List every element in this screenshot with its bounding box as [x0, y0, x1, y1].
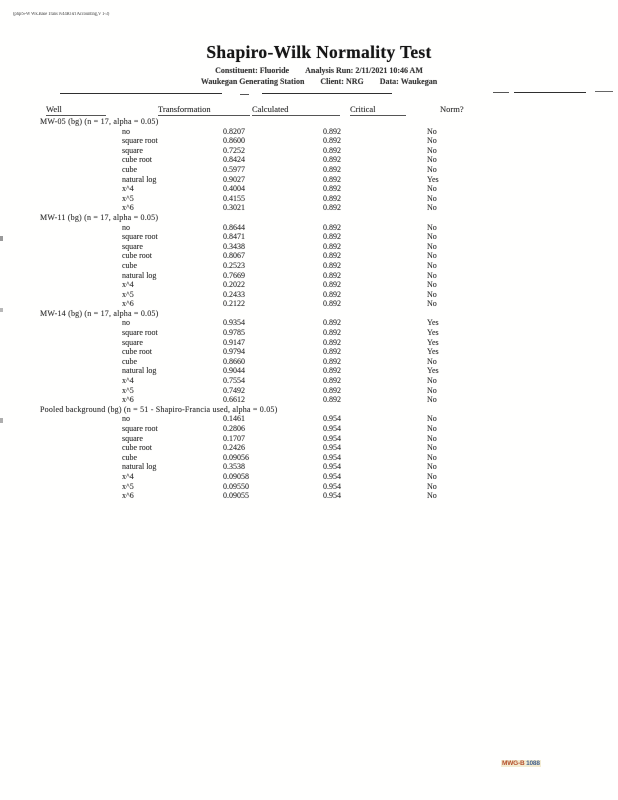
print-header: (php/S-W Wk.Base Trans rv44Rl srl Accounting,V 1-3)	[13, 12, 110, 17]
table-row	[122, 146, 608, 156]
divider-segment	[595, 91, 613, 92]
table-row	[122, 318, 608, 328]
calculated-cell: 0.8471	[223, 232, 245, 242]
critical-cell: 0.954	[323, 462, 341, 472]
norm-cell: Yes	[427, 366, 439, 376]
norm-cell: No	[427, 145, 437, 155]
calculated-cell: 0.09550	[223, 481, 249, 491]
norm-cell: No	[427, 414, 437, 424]
divider-segment	[514, 92, 586, 93]
table-row	[122, 472, 608, 482]
table-row	[122, 194, 608, 204]
critical-cell: 0.892	[323, 164, 341, 174]
critical-cell: 0.892	[323, 232, 341, 242]
well-group-label: Pooled background (bg) (n = 51 - Shapiro-Francia used, alpha = 0.05)	[40, 404, 278, 414]
calculated-cell: 0.9785	[223, 328, 245, 338]
transformation-cell: x^6	[122, 299, 134, 309]
calculated-cell: 0.2806	[223, 424, 245, 433]
critical-cell: 0.892	[323, 241, 341, 251]
norm-cell: No	[427, 280, 437, 290]
transformation-cell: no	[122, 222, 130, 232]
table-row	[122, 261, 608, 271]
table-row	[122, 127, 608, 137]
critical-cell: 0.954	[323, 424, 341, 433]
norm-cell: No	[427, 260, 437, 270]
critical-cell: 0.892	[323, 251, 341, 261]
norm-cell: No	[427, 462, 437, 472]
transformation-cell: natural log	[122, 270, 157, 280]
table-row	[122, 165, 608, 175]
well-group-label: MW-11 (bg) (n = 17, alpha = 0.05)	[40, 212, 159, 222]
norm-cell: Yes	[427, 337, 439, 347]
transformation-cell: natural log	[122, 366, 157, 376]
critical-cell: 0.892	[323, 337, 341, 347]
calculated-cell: 0.9027	[223, 174, 245, 184]
critical-cell: 0.892	[323, 376, 341, 386]
transformation-cell: x^6	[122, 491, 134, 501]
table-row	[122, 462, 608, 472]
client-label: Client: NRG	[320, 77, 364, 86]
scan-artifact	[0, 308, 3, 312]
calculated-cell: 0.09055	[223, 491, 249, 501]
table-row	[122, 223, 608, 233]
transformation-cell: x^6	[122, 395, 134, 405]
transformation-cell: x^5	[122, 481, 134, 491]
table-row	[122, 414, 608, 424]
transformation-cell: square root	[122, 136, 158, 146]
table-row	[122, 434, 608, 444]
table-row	[122, 232, 608, 242]
calculated-cell: 0.2433	[223, 289, 245, 299]
table-row	[122, 376, 608, 386]
calculated-cell: 0.8207	[223, 126, 245, 136]
transformation-cell: cube	[122, 452, 138, 462]
transformation-cell: natural log	[122, 462, 157, 472]
norm-cell: No	[427, 385, 437, 395]
column-header-well: Well	[46, 104, 106, 116]
critical-cell: 0.954	[323, 433, 341, 443]
transformation-cell: cube root	[122, 251, 152, 261]
table-row	[122, 357, 608, 367]
critical-cell: 0.892	[323, 136, 341, 146]
divider-segment	[493, 92, 509, 93]
table-row	[122, 395, 608, 405]
norm-cell: No	[427, 251, 437, 261]
table-row	[122, 299, 608, 309]
critical-cell: 0.892	[323, 193, 341, 203]
norm-cell: No	[427, 299, 437, 309]
norm-cell: No	[427, 395, 437, 405]
scan-artifact	[0, 418, 3, 423]
table-row	[122, 366, 608, 376]
norm-cell: No	[427, 356, 437, 366]
calculated-cell: 0.4155	[223, 193, 245, 203]
calculated-cell: 0.9794	[223, 347, 245, 357]
table-row	[122, 328, 608, 338]
transformation-cell: cube	[122, 164, 138, 174]
station-label: Waukegan Generating Station	[200, 77, 305, 86]
transformation-cell: no	[122, 318, 130, 328]
table-row	[122, 175, 608, 185]
table-row	[122, 482, 608, 492]
norm-cell: No	[427, 232, 437, 242]
calculated-cell: 0.1461	[223, 414, 245, 424]
divider-segment	[262, 93, 392, 94]
scan-artifact	[0, 236, 3, 241]
calculated-cell: 0.8660	[223, 356, 245, 366]
divider-segment	[240, 94, 249, 95]
norm-cell: No	[427, 126, 437, 136]
norm-cell: No	[427, 164, 437, 174]
critical-cell: 0.892	[323, 385, 341, 395]
calculated-cell: 0.2122	[223, 299, 245, 309]
norm-cell: No	[427, 491, 437, 501]
calculated-cell: 0.7492	[223, 385, 245, 395]
transformation-cell: x^4	[122, 184, 134, 194]
table-row	[122, 386, 608, 396]
norm-cell: No	[427, 452, 437, 462]
critical-cell: 0.892	[323, 395, 341, 405]
table-row	[122, 271, 608, 281]
calculated-cell: 0.2426	[223, 443, 245, 453]
norm-cell: No	[427, 481, 437, 491]
critical-cell: 0.954	[323, 491, 341, 501]
norm-cell: No	[427, 270, 437, 280]
calculated-cell: 0.6612	[223, 395, 245, 405]
transformation-cell: square root	[122, 328, 158, 338]
table-header-row	[0, 104, 618, 118]
critical-cell: 0.892	[323, 260, 341, 270]
well-group-label: MW-14 (bg) (n = 17, alpha = 0.05)	[40, 308, 159, 318]
transformation-cell: cube	[122, 356, 138, 366]
transformation-cell: square root	[122, 232, 158, 242]
norm-cell: Yes	[427, 328, 439, 338]
critical-cell: 0.892	[323, 318, 341, 328]
transformation-cell: x^4	[122, 376, 134, 386]
critical-cell: 0.954	[323, 443, 341, 453]
calculated-cell: 0.09056	[223, 452, 249, 462]
critical-cell: 0.892	[323, 299, 341, 309]
transformation-cell: square root	[122, 424, 158, 433]
transformation-cell: x^4	[122, 280, 134, 290]
transformation-cell: cube root	[122, 347, 152, 357]
column-header-transformation: Transformation	[158, 104, 250, 116]
table-row	[122, 491, 608, 501]
norm-cell: No	[427, 193, 437, 203]
norm-cell: No	[427, 289, 437, 299]
calculated-cell: 0.3021	[223, 203, 245, 213]
critical-cell: 0.954	[323, 481, 341, 491]
critical-cell: 0.954	[323, 414, 341, 424]
calculated-cell: 0.5977	[223, 164, 245, 174]
table-row	[122, 136, 608, 146]
table-row	[122, 338, 608, 348]
column-header-calculated: Calculated	[252, 104, 340, 116]
table-row	[122, 280, 608, 290]
critical-cell: 0.892	[323, 289, 341, 299]
norm-cell: No	[427, 222, 437, 232]
bates-stamp-number: 1088	[526, 760, 540, 767]
bates-stamp	[501, 760, 541, 767]
column-header-norm: Norm?	[440, 104, 464, 114]
page-title: Shapiro-Wilk Normality Test	[206, 42, 432, 62]
norm-cell: Yes	[427, 318, 439, 328]
calculated-cell: 0.09058	[223, 471, 249, 481]
constituent-label: Constituent: Fluoride	[215, 66, 290, 75]
norm-cell: No	[427, 471, 437, 481]
transformation-cell: no	[122, 414, 130, 424]
calculated-cell: 0.8067	[223, 251, 245, 261]
transformation-cell: square	[122, 145, 143, 155]
table-row	[122, 251, 608, 261]
well-group-label: MW-05 (bg) (n = 17, alpha = 0.05)	[40, 117, 159, 126]
transformation-cell: x^5	[122, 289, 134, 299]
transformation-cell: x^4	[122, 471, 134, 481]
transformation-cell: natural log	[122, 174, 157, 184]
calculated-cell: 0.2523	[223, 260, 245, 270]
norm-cell: No	[427, 155, 437, 165]
data-set-label: Data: Waukegan	[379, 77, 438, 86]
table-row	[122, 184, 608, 194]
column-header-critical: Critical	[350, 104, 406, 116]
critical-cell: 0.892	[323, 203, 341, 213]
table-row	[122, 203, 608, 213]
critical-cell: 0.892	[323, 184, 341, 194]
subtitle-line-1	[20, 66, 618, 75]
critical-cell: 0.892	[323, 222, 341, 232]
critical-cell: 0.954	[323, 452, 341, 462]
calculated-cell: 0.3438	[223, 241, 245, 251]
norm-cell: No	[427, 203, 437, 213]
critical-cell: 0.954	[323, 471, 341, 481]
table-body	[40, 117, 608, 501]
divider-segment	[60, 93, 222, 94]
critical-cell: 0.892	[323, 174, 341, 184]
analysis-run-label: Analysis Run: 2/11/2021 10:46 AM	[305, 66, 423, 75]
transformation-cell: cube root	[122, 443, 152, 453]
table-row	[122, 443, 608, 453]
transformation-cell: x^5	[122, 193, 134, 203]
norm-cell: No	[427, 433, 437, 443]
calculated-cell: 0.9044	[223, 366, 245, 376]
norm-cell: Yes	[427, 174, 439, 184]
transformation-cell: square	[122, 337, 143, 347]
subtitle-line-2	[20, 77, 618, 86]
calculated-cell: 0.9354	[223, 318, 245, 328]
norm-cell: No	[427, 376, 437, 386]
table-row	[122, 242, 608, 252]
calculated-cell: 0.2022	[223, 280, 245, 290]
critical-cell: 0.892	[323, 155, 341, 165]
critical-cell: 0.892	[323, 145, 341, 155]
critical-cell: 0.892	[323, 328, 341, 338]
calculated-cell: 0.1707	[223, 433, 245, 443]
table-row	[122, 453, 608, 463]
calculated-cell: 0.4004	[223, 184, 245, 194]
table-row	[122, 155, 608, 165]
table-row	[122, 347, 608, 357]
critical-cell: 0.892	[323, 280, 341, 290]
norm-cell: No	[427, 424, 437, 433]
calculated-cell: 0.8644	[223, 222, 245, 232]
calculated-cell: 0.3538	[223, 462, 245, 472]
critical-cell: 0.892	[323, 366, 341, 376]
transformation-cell: square	[122, 433, 143, 443]
critical-cell: 0.892	[323, 356, 341, 366]
critical-cell: 0.892	[323, 126, 341, 136]
calculated-cell: 0.7252	[223, 145, 245, 155]
calculated-cell: 0.8600	[223, 136, 245, 146]
calculated-cell: 0.8424	[223, 155, 245, 165]
calculated-cell: 0.9147	[223, 337, 245, 347]
transformation-cell: square	[122, 241, 143, 251]
transformation-cell: cube	[122, 260, 138, 270]
critical-cell: 0.892	[323, 270, 341, 280]
table-row	[122, 290, 608, 300]
bates-stamp-prefix: MWG-B	[502, 760, 525, 767]
calculated-cell: 0.7669	[223, 270, 245, 280]
norm-cell: No	[427, 241, 437, 251]
norm-cell: Yes	[427, 347, 439, 357]
calculated-cell: 0.7554	[223, 376, 245, 386]
transformation-cell: cube root	[122, 155, 152, 165]
transformation-cell: no	[122, 126, 130, 136]
norm-cell: No	[427, 136, 437, 146]
critical-cell: 0.892	[323, 347, 341, 357]
transformation-cell: x^6	[122, 203, 134, 213]
transformation-cell: x^5	[122, 385, 134, 395]
table-row	[122, 424, 608, 434]
norm-cell: No	[427, 443, 437, 453]
norm-cell: No	[427, 184, 437, 194]
